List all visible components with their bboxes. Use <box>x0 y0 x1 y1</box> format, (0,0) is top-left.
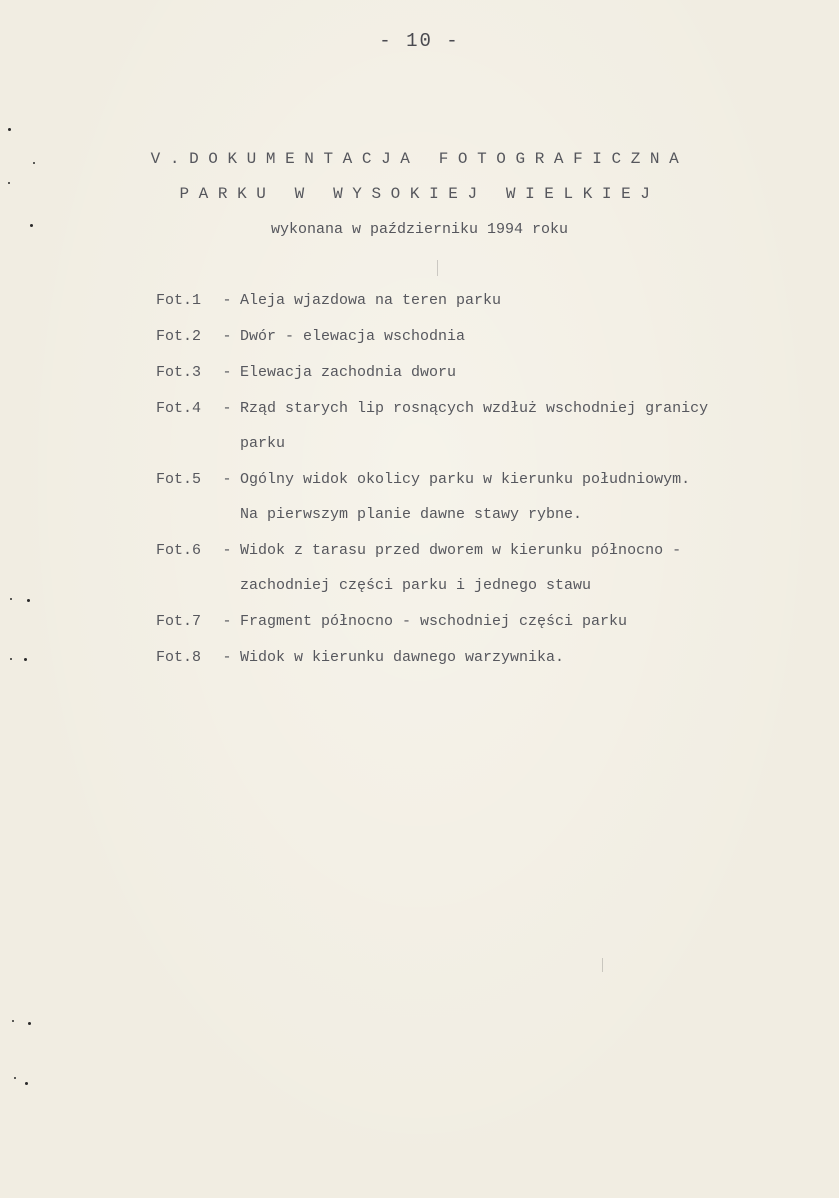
section-subtitle: PARKU W WYSOKIEJ WIELKIEJ <box>179 185 660 203</box>
scan-speck <box>10 658 12 660</box>
photo-item <box>156 645 806 671</box>
photo-dash: - <box>222 328 232 345</box>
scan-speck <box>10 598 12 600</box>
photo-description-line: Widok z tarasu przed dworem w kierunku północno - <box>240 542 682 559</box>
photo-description <box>240 609 806 635</box>
photo-description <box>240 467 806 528</box>
photo-label: Fot.2 <box>156 328 202 345</box>
photo-label: Fot.6 <box>156 542 202 559</box>
scan-speck <box>30 224 33 227</box>
photo-description <box>240 645 806 671</box>
scan-hairline <box>602 958 603 972</box>
scan-speck <box>12 1020 14 1022</box>
photo-label: Fot.5 <box>156 471 202 488</box>
photo-item <box>156 288 806 314</box>
scan-speck <box>25 1082 28 1085</box>
scan-speck <box>8 128 11 131</box>
scan-hairline <box>437 260 438 276</box>
section-title: V.DOKUMENTACJA FOTOGRAFICZNA <box>150 150 689 168</box>
scan-speck <box>28 1022 31 1025</box>
photo-item <box>156 396 806 457</box>
page-number: - 10 - <box>379 30 460 52</box>
photo-description <box>240 396 806 457</box>
photo-dash: - <box>222 649 232 666</box>
photo-dash: - <box>222 292 232 309</box>
photo-dash: - <box>222 364 232 381</box>
photo-description-line: Elewacja zachodnia dworu <box>240 364 457 381</box>
photo-description <box>240 324 806 350</box>
photo-description-line: Widok w kierunku dawnego warzywnika. <box>240 649 565 666</box>
photo-description-line: Na pierwszym planie dawne stawy rybne. <box>240 506 583 523</box>
photo-list <box>156 288 806 681</box>
photo-item <box>156 538 806 599</box>
photo-dash: - <box>222 471 232 488</box>
photo-label: Fot.3 <box>156 364 202 381</box>
scan-speck <box>14 1077 16 1079</box>
photo-item <box>156 467 806 528</box>
photo-label: Fot.8 <box>156 649 202 666</box>
photo-description <box>240 288 806 314</box>
photo-description-line: parku <box>240 435 286 452</box>
photo-description <box>240 360 806 386</box>
photo-description <box>240 538 806 599</box>
photo-dash: - <box>222 613 232 630</box>
photo-item <box>156 609 806 635</box>
photo-label: Fot.1 <box>156 292 202 309</box>
photo-description-line: Dwór - elewacja wschodnia <box>240 328 466 345</box>
scan-speck <box>24 658 27 661</box>
photo-description-line: Rząd starych lip rosnących wzdłuż wschodniej granicy <box>240 400 709 417</box>
photo-dash: - <box>222 400 232 417</box>
photo-description-line: Fragment północno - wschodniej części parku <box>240 613 628 630</box>
photo-item <box>156 324 806 350</box>
scan-speck <box>33 162 35 164</box>
scan-speck <box>8 182 10 184</box>
photo-item <box>156 360 806 386</box>
photo-label: Fot.7 <box>156 613 202 630</box>
photo-dash: - <box>222 542 232 559</box>
scan-speck <box>27 599 30 602</box>
photo-description-line: Aleja wjazdowa na teren parku <box>240 292 502 309</box>
photo-description-line: Ogólny widok okolicy parku w kierunku południowym. <box>240 471 691 488</box>
date-note: wykonana w październiku 1994 roku <box>270 221 569 238</box>
photo-description-line: zachodniej części parku i jednego stawu <box>240 577 592 594</box>
photo-label: Fot.4 <box>156 400 202 417</box>
